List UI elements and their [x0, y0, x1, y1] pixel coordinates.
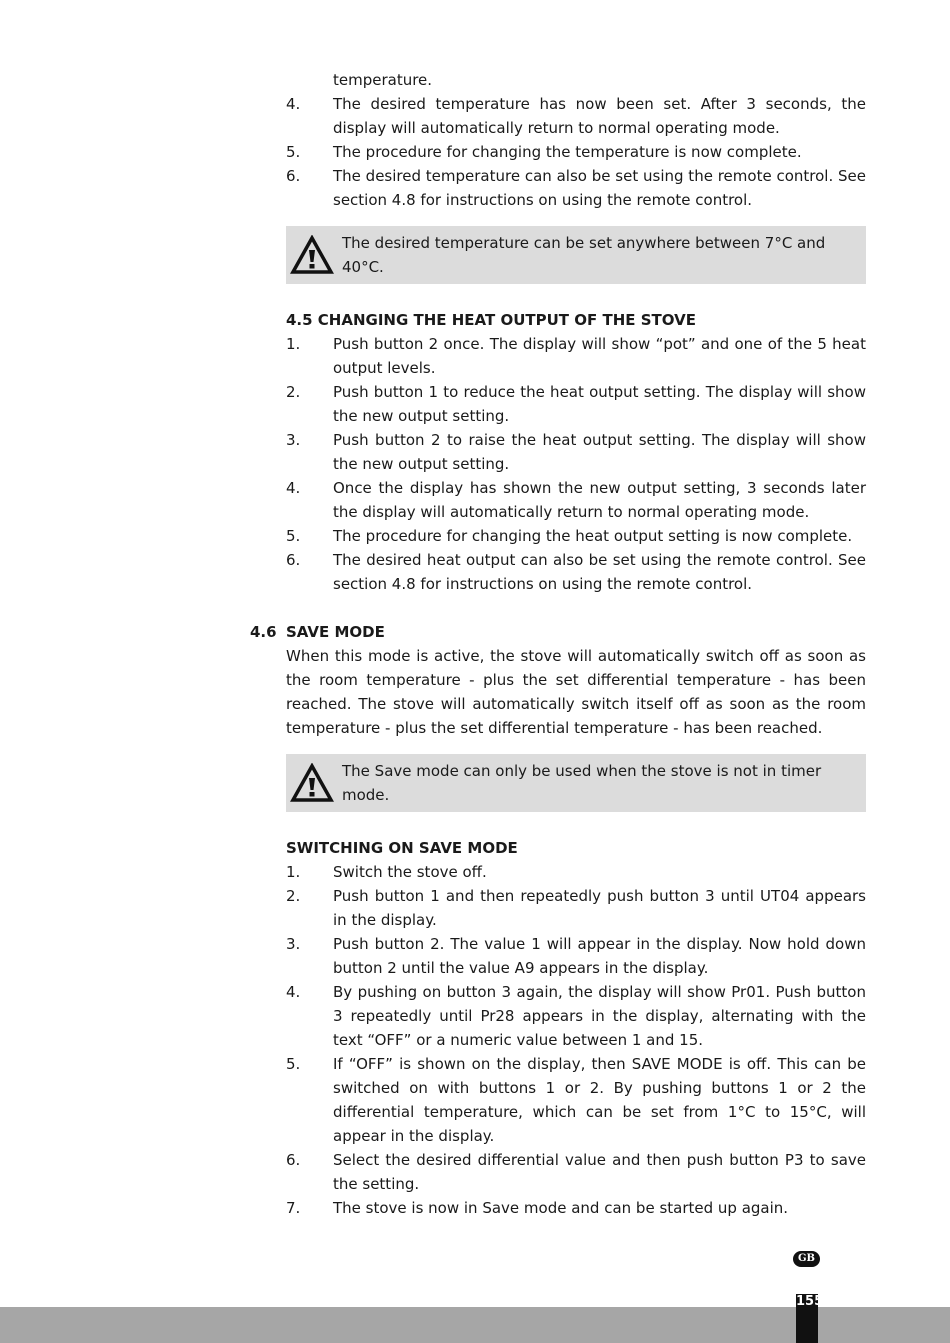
list-text: The procedure for changing the temperature is now complete.: [333, 143, 802, 161]
list-text: Select the desired differential value and then push button P3 to save the setting.: [333, 1151, 866, 1193]
list-item: [286, 92, 866, 140]
heat-output-list: [286, 332, 866, 596]
list-text: The desired heat output can also be set using the remote control. See section 4.8 for instructions on using the remote control.: [333, 551, 866, 593]
list-text: Push button 2. The value 1 will appear in the display. Now hold down button 2 until the value A9 appears in the display.: [333, 935, 866, 977]
list-number: 2.: [286, 887, 301, 905]
warning-triangle-icon: [290, 235, 334, 275]
section-title: [250, 620, 866, 644]
continued-text: temperature.: [333, 71, 433, 89]
list-item: [286, 860, 866, 884]
list-item: [286, 980, 866, 1052]
list-text: Push button 1 to reduce the heat output setting. The display will show the new output setting.: [333, 383, 866, 425]
list-item: [286, 1052, 866, 1148]
list-text: Once the display has shown the new output setting, 3 seconds later the display will automatically return to normal operating mode.: [333, 479, 866, 521]
list-text: The desired temperature can also be set using the remote control. See section 4.8 for instructions on using the remote control.: [333, 167, 866, 209]
list-text: Push button 2 once. The display will show “pot” and one of the 5 heat output levels.: [333, 335, 866, 377]
list-item: [286, 548, 866, 596]
list-number: 5.: [286, 143, 301, 161]
page-number: 155: [796, 1294, 818, 1343]
list-number: 6.: [286, 1151, 301, 1169]
note-text: The desired temperature can be set anywhere between 7°C and 40°C.: [342, 234, 826, 276]
list-text: Switch the stove off.: [333, 863, 487, 881]
list-text: Push button 2 to raise the heat output setting. The display will show the new output setting.: [333, 431, 866, 473]
page-content: [250, 68, 866, 1220]
list-item: [286, 428, 866, 476]
list-item: [286, 1148, 866, 1196]
list-item: [286, 140, 866, 164]
list-text: If “OFF” is shown on the display, then SAVE MODE is off. This can be switched on with buttons 1 or 2. By pushing buttons 1 or 2 the differential temperature, which can be set from 1°C to 15°C, will appear in the display.: [333, 1055, 866, 1145]
list-number: 5.: [286, 1055, 301, 1073]
note-text: The Save mode can only be used when the stove is not in timer mode.: [342, 762, 822, 804]
list-item: [286, 1196, 866, 1220]
save-mode-list: [286, 860, 866, 1220]
warning-note: [286, 754, 866, 812]
list-text: By pushing on button 3 again, the display will show Pr01. Push button 3 repeatedly until Pr28 appears in the display, alternating with the text “OFF” or a numeric value between 1 and 15.: [333, 983, 866, 1049]
list-item: [286, 476, 866, 524]
list-number: 1.: [286, 863, 301, 881]
list-number: 5.: [286, 527, 301, 545]
paragraph: When this mode is active, the stove will automatically switch off as soon as the room temperature - plus the set differential temperature - has been reached. The stove will automatically switch itself off as soon as the room temperature - plus the set differential temperature - has been reached.: [286, 647, 866, 737]
list-number: 7.: [286, 1199, 301, 1217]
list-number: 4.: [286, 983, 301, 1001]
section-title-text: SAVE MODE: [286, 623, 385, 641]
list-number: 4.: [286, 479, 301, 497]
list-item: [286, 884, 866, 932]
list-text: The procedure for changing the heat output setting is now complete.: [333, 527, 853, 545]
list-number: 3.: [286, 935, 301, 953]
list-number: 6.: [286, 551, 301, 569]
list-number: 4.: [286, 95, 301, 113]
warning-note: [286, 226, 866, 284]
section-number: 4.6: [250, 623, 277, 641]
list-item: [286, 164, 866, 212]
list-number: 2.: [286, 383, 301, 401]
list-item: [286, 932, 866, 980]
list-number: 1.: [286, 335, 301, 353]
list-item: [286, 332, 866, 380]
warning-triangle-icon: [290, 763, 334, 803]
intro-list: [286, 92, 866, 212]
list-number: 6.: [286, 167, 301, 185]
section-heading: 4.5 CHANGING THE HEAT OUTPUT OF THE STOVE: [286, 311, 696, 329]
list-text: Push button 1 and then repeatedly push button 3 until UT04 appears in the display.: [333, 887, 866, 929]
list-text: The desired temperature has now been set. After 3 seconds, the display will automatically return to normal operating mode.: [333, 95, 866, 137]
list-text: The stove is now in Save mode and can be started up again.: [333, 1199, 789, 1217]
list-number: 3.: [286, 431, 301, 449]
section-heading: SWITCHING ON SAVE MODE: [286, 839, 518, 857]
list-item: [286, 524, 866, 548]
language-badge: GB: [793, 1251, 820, 1267]
list-item: [286, 380, 866, 428]
